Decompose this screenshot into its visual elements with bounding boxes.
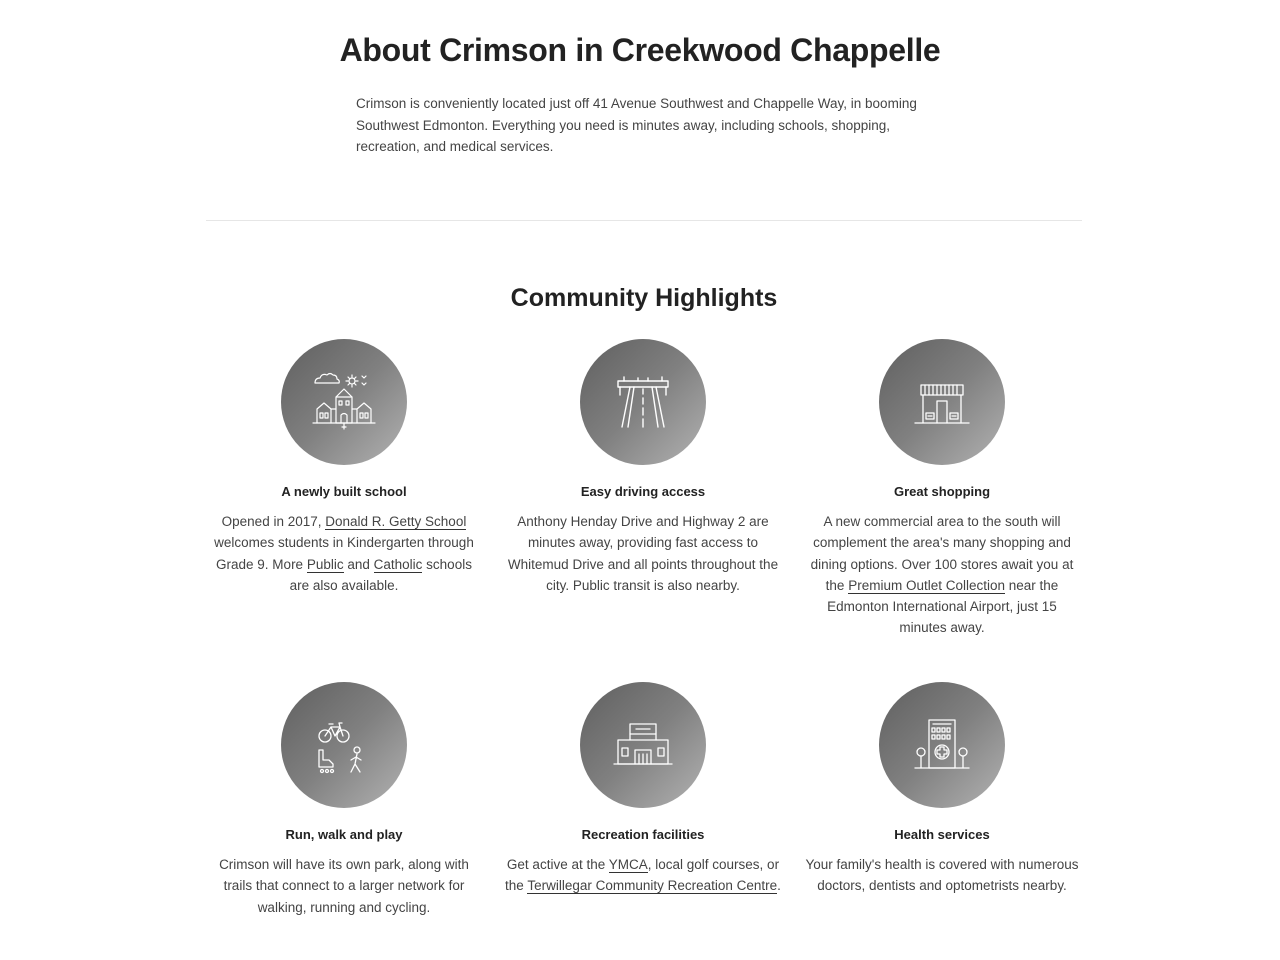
page-title: About Crimson in Creekwood Chappelle: [339, 32, 941, 68]
premium-outlet-collection-link[interactable]: Premium Outlet Collection: [848, 577, 1006, 593]
card-text-part: A new commercial area to the south will complement the area's many shopping and dining options. Over 100 stores await you at the: [810, 514, 1074, 593]
section-divider: [206, 220, 1082, 221]
recreation-centre-icon: [608, 710, 678, 780]
card-text: Crimson will have its own park, along with trails that connect to a larger network for walking, running and cycling.: [219, 857, 469, 915]
card-text: [804, 511, 1080, 639]
card-text-part: schools are also available.: [289, 556, 472, 593]
card-text: [206, 511, 482, 596]
highlight-card-school: [206, 339, 482, 596]
section-title: Community Highlights: [510, 284, 778, 312]
card-title: Recreation facilities: [581, 827, 705, 842]
icon-circle: [580, 339, 706, 465]
icon-circle: [580, 682, 706, 808]
card-text-part: .: [777, 878, 781, 894]
terwillegar-recreation-centre-link[interactable]: Terwillegar Community Recreation Centre: [527, 878, 778, 894]
bike-walk-icon: [309, 710, 379, 780]
school-icon: [309, 367, 379, 437]
ymca-link[interactable]: YMCA: [608, 857, 648, 872]
icon-circle: [281, 339, 407, 465]
card-text: Anthony Henday Drive and Highway 2 are minutes away, providing fast access to Whitemud Drive and all points throughout the city. Public transit is also nearby.: [507, 514, 779, 593]
card-text-part: Get active at the: [506, 857, 609, 872]
icon-circle: [281, 682, 407, 808]
storefront-icon: [907, 367, 977, 437]
highlight-card-recreation: [505, 682, 781, 897]
highlight-card-driving: [505, 339, 781, 596]
card-title: Health services: [894, 827, 990, 842]
catholic-schools-link[interactable]: Catholic: [373, 556, 423, 572]
card-title: Run, walk and play: [285, 827, 403, 842]
hospital-icon: [907, 710, 977, 780]
card-title: A newly built school: [281, 484, 407, 499]
icon-circle: [879, 682, 1005, 808]
donald-getty-school-link[interactable]: Donald R. Getty School: [325, 514, 467, 529]
intro-paragraph: Crimson is conveniently located just off 41 Avenue Southwest and Chappelle Way, in booming Southwest Edmonton. Everything you need is minutes away, including schools, shopping, recreation, and medical services.: [356, 96, 917, 154]
highlight-card-health: [804, 682, 1080, 897]
card-text: [505, 854, 781, 897]
card-text-part: welcomes students in Kindergarten through Grade 9. More: [214, 535, 474, 572]
card-title: Great shopping: [893, 484, 991, 499]
card-text-part: and: [343, 556, 374, 572]
highlight-card-shopping: [804, 339, 1080, 639]
highway-icon: [608, 367, 678, 437]
card-text: Your family's health is covered with numerous doctors, dentists and optometrists nearby.: [805, 857, 1079, 894]
card-text-part: , local golf courses, or the: [505, 857, 780, 894]
card-title: Easy driving access: [580, 484, 706, 499]
card-text-part: Opened in 2017,: [221, 514, 326, 529]
card-text-part: near the Edmonton International Airport, just 15 minutes away.: [827, 577, 1059, 636]
highlight-card-run: [206, 682, 482, 918]
icon-circle: [879, 339, 1005, 465]
public-schools-link[interactable]: Public: [306, 556, 344, 572]
